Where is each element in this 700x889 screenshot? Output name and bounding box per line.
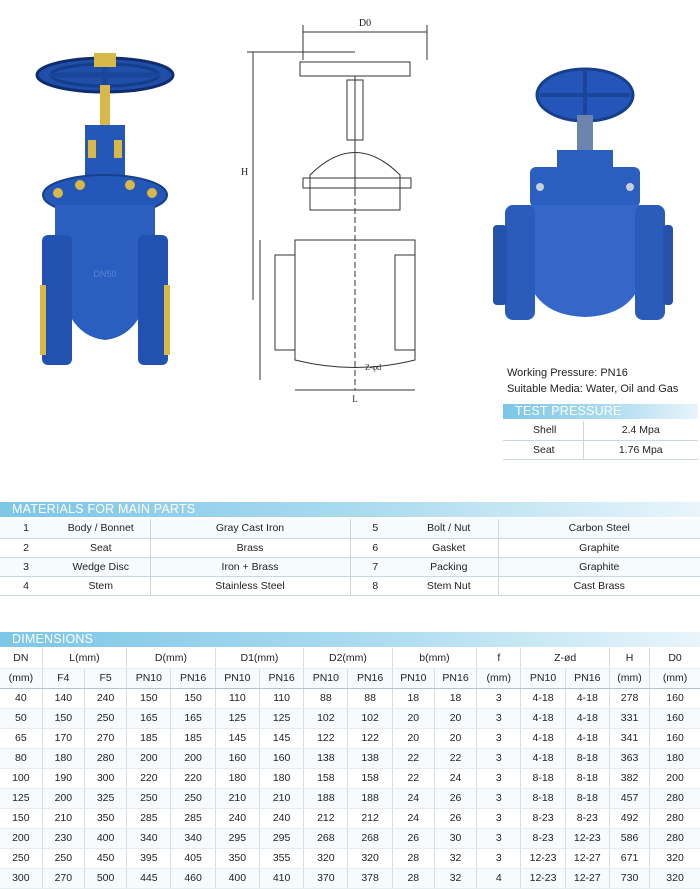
table-row xyxy=(0,728,700,748)
dimension-cell: 150 xyxy=(42,708,84,728)
dimension-cell: 145 xyxy=(259,728,303,748)
dimension-cell: 3 xyxy=(477,688,521,708)
dimension-cell: 18 xyxy=(392,688,434,708)
dimension-cell: 24 xyxy=(392,788,434,808)
dimension-cell: 410 xyxy=(259,868,303,888)
dimension-cell: 240 xyxy=(259,808,303,828)
dimension-cell: 22 xyxy=(392,748,434,768)
header-cell: f xyxy=(477,648,521,668)
dimension-cell: 382 xyxy=(609,768,649,788)
dimension-cell: 270 xyxy=(42,868,84,888)
dimension-cell: 268 xyxy=(348,828,392,848)
dimension-cell: 102 xyxy=(348,708,392,728)
dimension-cell: 125 xyxy=(0,788,42,808)
materials-table xyxy=(0,519,700,596)
dimensions-header-row xyxy=(0,648,700,668)
dimension-cell: 212 xyxy=(348,808,392,828)
test-value: 2.4 Mpa xyxy=(583,421,698,440)
dimension-cell: 8-18 xyxy=(521,768,565,788)
dimension-cell: 355 xyxy=(259,848,303,868)
dimension-cell: 24 xyxy=(392,808,434,828)
dimension-cell: 210 xyxy=(42,808,84,828)
test-value: 1.76 Mpa xyxy=(583,440,698,459)
dimension-cell: 165 xyxy=(171,708,215,728)
dimension-cell: 158 xyxy=(304,768,348,788)
header-cell: PN10 xyxy=(127,668,171,688)
header-cell: PN10 xyxy=(215,668,259,688)
dimension-cell: 340 xyxy=(171,828,215,848)
dimension-cell: 200 xyxy=(171,748,215,768)
dimension-cell: 32 xyxy=(434,848,476,868)
header-cell: L(mm) xyxy=(42,648,126,668)
dimension-cell: 250 xyxy=(0,848,42,868)
dimension-cell: 160 xyxy=(259,748,303,768)
dimension-cell: 295 xyxy=(259,828,303,848)
dimension-cell: 370 xyxy=(304,868,348,888)
dimension-cell: 110 xyxy=(259,688,303,708)
materials-heading: MATERIALS FOR MAIN PARTS xyxy=(0,502,700,517)
dimension-cell: 250 xyxy=(42,848,84,868)
material-cell: Gray Cast Iron xyxy=(150,519,350,538)
dimension-cell: 4 xyxy=(477,868,521,888)
dimension-cell: 300 xyxy=(84,768,126,788)
table-row xyxy=(0,848,700,868)
dimension-cell: 185 xyxy=(171,728,215,748)
dimension-cell: 350 xyxy=(84,808,126,828)
dimension-cell: 240 xyxy=(215,808,259,828)
table-row xyxy=(0,768,700,788)
dimension-cell: 185 xyxy=(127,728,171,748)
drawing-label-l: L xyxy=(352,394,358,404)
dimension-cell: 250 xyxy=(127,788,171,808)
dimension-cell: 500 xyxy=(84,868,126,888)
material-cell: Body / Bonnet xyxy=(52,519,150,538)
dimension-cell: 28 xyxy=(392,848,434,868)
dimension-cell: 320 xyxy=(304,848,348,868)
dimension-cell: 24 xyxy=(434,768,476,788)
dimension-cell: 200 xyxy=(650,768,700,788)
dimension-cell: 165 xyxy=(127,708,171,728)
dimension-cell: 405 xyxy=(171,848,215,868)
dimension-cell: 150 xyxy=(171,688,215,708)
test-pressure-table xyxy=(503,421,698,460)
header-cell: PN16 xyxy=(434,668,476,688)
working-pressure-text: Working Pressure: PN16 xyxy=(507,367,628,379)
dimension-cell: 26 xyxy=(434,808,476,828)
material-cell: 5 xyxy=(350,519,400,538)
material-cell: 1 xyxy=(0,519,52,538)
dimension-cell: 730 xyxy=(609,868,649,888)
dimension-cell: 363 xyxy=(609,748,649,768)
dimension-cell: 4-18 xyxy=(521,688,565,708)
dimension-cell: 138 xyxy=(348,748,392,768)
material-cell: Graphite xyxy=(498,538,700,557)
header-cell: PN10 xyxy=(392,668,434,688)
dimension-cell: 3 xyxy=(477,708,521,728)
material-cell: Stem Nut xyxy=(400,576,498,595)
dimension-cell: 160 xyxy=(650,708,700,728)
dimension-cell: 8-18 xyxy=(565,748,609,768)
dimension-cell: 220 xyxy=(127,768,171,788)
dimension-cell: 150 xyxy=(0,808,42,828)
dimension-cell: 210 xyxy=(259,788,303,808)
material-cell: Stainless Steel xyxy=(150,576,350,595)
dimension-cell: 20 xyxy=(434,708,476,728)
dimension-cell: 331 xyxy=(609,708,649,728)
dimension-cell: 250 xyxy=(171,788,215,808)
dimension-cell: 300 xyxy=(0,868,42,888)
drawing-label-h: H xyxy=(241,167,249,178)
table-row xyxy=(0,519,700,538)
header-cell: F5 xyxy=(84,668,126,688)
dimensions-subheader-row xyxy=(0,668,700,688)
dimension-cell: 492 xyxy=(609,808,649,828)
dimension-cell: 4-18 xyxy=(565,708,609,728)
header-cell: b(mm) xyxy=(392,648,476,668)
dimension-cell: 8-18 xyxy=(565,768,609,788)
dimension-cell: 80 xyxy=(0,748,42,768)
dimension-cell: 320 xyxy=(348,848,392,868)
dimension-cell: 200 xyxy=(0,828,42,848)
material-cell: 4 xyxy=(0,576,52,595)
dimension-cell: 160 xyxy=(650,688,700,708)
dimension-cell: 22 xyxy=(434,748,476,768)
dimension-cell: 8-23 xyxy=(565,808,609,828)
dimension-cell: 160 xyxy=(650,728,700,748)
dimension-cell: 200 xyxy=(42,788,84,808)
dimension-cell: 28 xyxy=(392,868,434,888)
dimension-cell: 26 xyxy=(434,788,476,808)
dimension-cell: 3 xyxy=(477,848,521,868)
dimension-cell: 457 xyxy=(609,788,649,808)
dimension-cell: 102 xyxy=(304,708,348,728)
dimension-cell: 295 xyxy=(215,828,259,848)
material-cell: Cast Brass xyxy=(498,576,700,595)
dimension-cell: 100 xyxy=(0,768,42,788)
header-cell: (mm) xyxy=(477,668,521,688)
header-cell: PN10 xyxy=(304,668,348,688)
dimension-cell: 280 xyxy=(650,828,700,848)
table-row xyxy=(0,748,700,768)
material-cell: 8 xyxy=(350,576,400,595)
valve-technical-drawing xyxy=(235,10,435,405)
header-cell: Z-ød xyxy=(521,648,610,668)
dimension-cell: 212 xyxy=(304,808,348,828)
dimension-cell: 188 xyxy=(304,788,348,808)
dimension-cell: 88 xyxy=(304,688,348,708)
dimension-cell: 122 xyxy=(348,728,392,748)
header-cell: PN16 xyxy=(259,668,303,688)
dimension-cell: 340 xyxy=(127,828,171,848)
material-cell: Wedge Disc xyxy=(52,557,150,576)
dimensions-heading: DIMENSIONS xyxy=(0,632,700,647)
header-cell: F4 xyxy=(42,668,84,688)
header-cell: (mm) xyxy=(0,668,42,688)
header-cell: D(mm) xyxy=(127,648,216,668)
dimension-cell: 270 xyxy=(84,728,126,748)
dimension-cell: 158 xyxy=(348,768,392,788)
dimension-cell: 180 xyxy=(215,768,259,788)
dimension-cell: 22 xyxy=(392,768,434,788)
header-cell: PN16 xyxy=(171,668,215,688)
gate-valve-front-photo xyxy=(30,45,180,375)
header-cell: PN16 xyxy=(565,668,609,688)
table-row xyxy=(0,576,700,595)
gate-valve-side-photo xyxy=(485,55,675,345)
material-cell: 7 xyxy=(350,557,400,576)
dimension-cell: 220 xyxy=(171,768,215,788)
table-row xyxy=(0,868,700,888)
dimension-cell: 190 xyxy=(42,768,84,788)
dimension-cell: 40 xyxy=(0,688,42,708)
material-cell: Seat xyxy=(52,538,150,557)
material-cell: Gasket xyxy=(400,538,498,557)
svg-text:DN50: DN50 xyxy=(93,269,117,279)
header-cell: DN xyxy=(0,648,42,668)
dimension-cell: 230 xyxy=(42,828,84,848)
dimension-cell: 400 xyxy=(215,868,259,888)
dimension-cell: 240 xyxy=(84,688,126,708)
dimension-cell: 138 xyxy=(304,748,348,768)
dimension-cell: 150 xyxy=(127,688,171,708)
header-cell: D0 xyxy=(650,648,700,668)
dimension-cell: 170 xyxy=(42,728,84,748)
table-row xyxy=(0,808,700,828)
table-row xyxy=(0,688,700,708)
dimension-cell: 210 xyxy=(215,788,259,808)
dimension-cell: 400 xyxy=(84,828,126,848)
material-cell: 2 xyxy=(0,538,52,557)
header-cell: PN10 xyxy=(521,668,565,688)
dimension-cell: 3 xyxy=(477,728,521,748)
dimension-cell: 4-18 xyxy=(521,728,565,748)
table-row xyxy=(0,538,700,557)
dimension-cell: 20 xyxy=(392,708,434,728)
header-cell: D2(mm) xyxy=(304,648,393,668)
dimension-cell: 140 xyxy=(42,688,84,708)
table-row xyxy=(0,788,700,808)
dimension-cell: 18 xyxy=(434,688,476,708)
dimension-cell: 32 xyxy=(434,868,476,888)
dimension-cell: 378 xyxy=(348,868,392,888)
dimension-cell: 4-18 xyxy=(521,748,565,768)
dimension-cell: 285 xyxy=(127,808,171,828)
material-cell: 6 xyxy=(350,538,400,557)
material-cell: Iron + Brass xyxy=(150,557,350,576)
dimension-cell: 26 xyxy=(392,828,434,848)
material-cell: Graphite xyxy=(498,557,700,576)
dimension-cell: 4-18 xyxy=(565,688,609,708)
header-cell: PN16 xyxy=(348,668,392,688)
dimension-cell: 395 xyxy=(127,848,171,868)
dimension-cell: 320 xyxy=(650,868,700,888)
dimension-cell: 350 xyxy=(215,848,259,868)
table-row xyxy=(0,708,700,728)
dimension-cell: 3 xyxy=(477,808,521,828)
dimension-cell: 450 xyxy=(84,848,126,868)
dimension-cell: 320 xyxy=(650,848,700,868)
material-cell: Brass xyxy=(150,538,350,557)
dimension-cell: 110 xyxy=(215,688,259,708)
table-row xyxy=(503,440,698,459)
dimension-cell: 325 xyxy=(84,788,126,808)
dimension-cell: 50 xyxy=(0,708,42,728)
dimension-cell: 180 xyxy=(259,768,303,788)
material-cell: Carbon Steel xyxy=(498,519,700,538)
suitable-media-text: Suitable Media: Water, Oil and Gas xyxy=(507,383,679,395)
dimension-cell: 3 xyxy=(477,828,521,848)
dimension-cell: 280 xyxy=(650,808,700,828)
drawing-label-z: Z-φd xyxy=(365,363,382,372)
dimension-cell: 250 xyxy=(84,708,126,728)
dimension-cell: 4-18 xyxy=(521,708,565,728)
dimension-cell: 65 xyxy=(0,728,42,748)
dimension-cell: 180 xyxy=(42,748,84,768)
dimension-cell: 12-23 xyxy=(565,828,609,848)
dimension-cell: 586 xyxy=(609,828,649,848)
table-row xyxy=(0,557,700,576)
dimension-cell: 268 xyxy=(304,828,348,848)
header-cell: (mm) xyxy=(609,668,649,688)
dimension-cell: 188 xyxy=(348,788,392,808)
dimension-cell: 30 xyxy=(434,828,476,848)
dimensions-table xyxy=(0,648,700,889)
test-label: Shell xyxy=(503,421,583,440)
dimension-cell: 460 xyxy=(171,868,215,888)
dimension-cell: 200 xyxy=(127,748,171,768)
material-cell: 3 xyxy=(0,557,52,576)
material-cell: Bolt / Nut xyxy=(400,519,498,538)
dimension-cell: 122 xyxy=(304,728,348,748)
dimension-cell: 125 xyxy=(215,708,259,728)
dimension-cell: 12-27 xyxy=(565,848,609,868)
dimension-cell: 12-23 xyxy=(521,848,565,868)
material-cell: Stem xyxy=(52,576,150,595)
header-cell: H xyxy=(609,648,649,668)
dimension-cell: 145 xyxy=(215,728,259,748)
dimension-cell: 3 xyxy=(477,768,521,788)
dimension-cell: 12-23 xyxy=(521,868,565,888)
dimension-cell: 88 xyxy=(348,688,392,708)
material-cell: Packing xyxy=(400,557,498,576)
dimension-cell: 8-18 xyxy=(565,788,609,808)
dimension-cell: 160 xyxy=(215,748,259,768)
dimension-cell: 280 xyxy=(84,748,126,768)
dimension-cell: 3 xyxy=(477,788,521,808)
dimension-cell: 8-23 xyxy=(521,808,565,828)
table-row xyxy=(503,421,698,440)
drawing-label-d0: D0 xyxy=(358,18,372,29)
dimension-cell: 20 xyxy=(392,728,434,748)
header-cell: D1(mm) xyxy=(215,648,304,668)
dimension-cell: 20 xyxy=(434,728,476,748)
dimension-cell: 278 xyxy=(609,688,649,708)
dimension-cell: 4-18 xyxy=(565,728,609,748)
dimension-cell: 8-23 xyxy=(521,828,565,848)
dimension-cell: 445 xyxy=(127,868,171,888)
dimension-cell: 341 xyxy=(609,728,649,748)
dimension-cell: 180 xyxy=(650,748,700,768)
dimension-cell: 125 xyxy=(259,708,303,728)
table-row xyxy=(0,828,700,848)
dimension-cell: 8-18 xyxy=(521,788,565,808)
header-cell: (mm) xyxy=(650,668,700,688)
test-pressure-heading: TEST PRESSURE xyxy=(503,404,698,419)
dimension-cell: 285 xyxy=(171,808,215,828)
dimension-cell: 280 xyxy=(650,788,700,808)
dimension-cell: 3 xyxy=(477,748,521,768)
dimension-cell: 12-27 xyxy=(565,868,609,888)
test-label: Seat xyxy=(503,440,583,459)
dimension-cell: 671 xyxy=(609,848,649,868)
